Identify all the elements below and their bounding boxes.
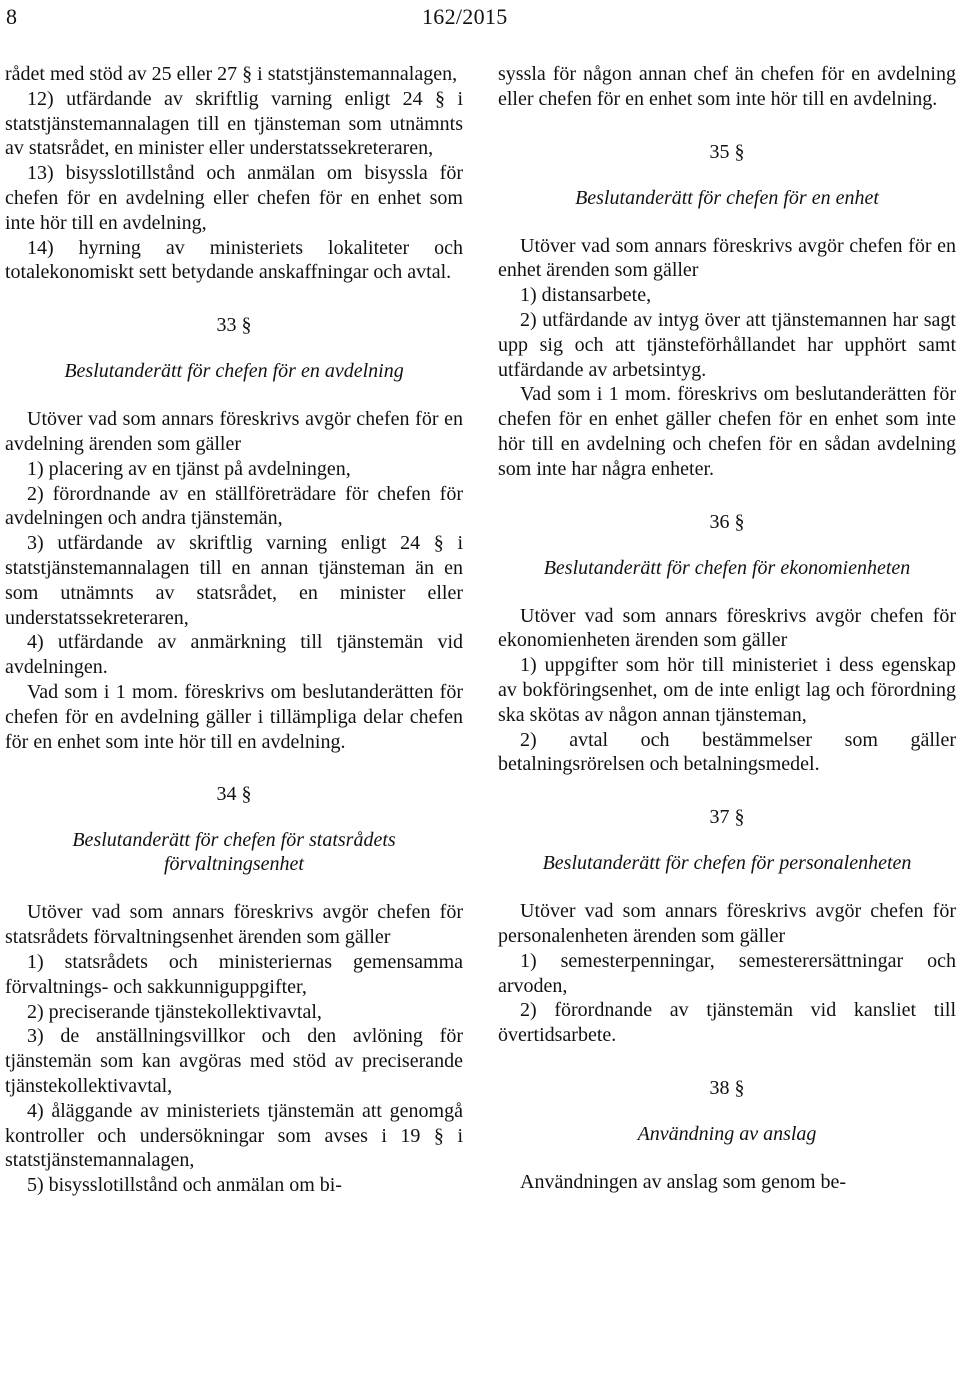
section-heading-34: Beslutanderätt för chefen för statsrådets förvaltningsenhet (72, 829, 396, 876)
body-paragraph: 1) placering av en tjänst på avdelningen, (27, 457, 351, 480)
section-heading-33: Beslutanderätt för chefen för en avdelning (64, 360, 404, 383)
body-paragraph: rådet med stöd av 25 eller 27 § i statstjänstemannalagen, (5, 63, 458, 85)
body-paragraph: 5) bisysslotillstånd och anmälan om bi- (27, 1174, 342, 1197)
body-paragraph: Utöver vad som annars föreskrivs avgör chefen för en enhet ärenden som gäller (498, 234, 956, 282)
body-paragraph: 14) hyrning av ministeriets lokaliteter och totalekonomiskt sett betydande anskaffningar och avtal. (5, 236, 463, 284)
section-number-34: 34 § (216, 783, 252, 806)
section-number-37: 37 § (709, 806, 745, 829)
body-paragraph: Vad som i 1 mom. föreskrivs om beslutanderätten för chefen för en avdelning gäller i tillämpliga delar chefen för en enhet som inte hör till en avdelning. (5, 680, 463, 753)
page-header (0, 0, 960, 36)
body-paragraph: 3) utfärdande av skriftlig varning enligt 24 § i statstjänstemannalagen till en annan tjänsteman än en som utnämnts av statsrådet, en minister eller understatssekreteraren, (5, 532, 463, 629)
section-heading-37: Beslutanderätt för chefen för personalenheten (542, 852, 912, 875)
body-paragraph: 2) preciserande tjänstekollektivavtal, (27, 1000, 322, 1023)
body-paragraph: 1) semesterpenningar, semesterersättningar och arvoden, (498, 949, 956, 997)
body-paragraph: Vad som i 1 mom. föreskrivs om beslutanderätten för chefen för en enhet gäller chefen för en enhet som inte hör till en avdelning och chefen för en sådan avdelning som inte har några enheter. (498, 383, 956, 480)
body-paragraph: 12) utfärdande av skriftlig varning enligt 24 § i statstjänstemannalagen till en tjänsteman som utnämnts av statsrådet, en minister eller understatssekreteraren, (5, 87, 463, 160)
section-number-38: 38 § (709, 1076, 745, 1099)
body-paragraph: 1) distansarbete, (520, 284, 652, 307)
body-paragraph: 1) statsrådets och ministeriernas gemensamma förvaltnings- och sakkunniguppgifter, (5, 950, 463, 998)
section-number-35: 35 § (709, 140, 745, 163)
body-paragraph: 1) uppgifter som hör till ministeriet i dess egenskap av bokföringsenhet, om de inte enligt lag och förordning ska skötas av någon annan tjänsteman, (498, 654, 956, 726)
page-number: 8 (6, 4, 17, 29)
body-paragraph: Utöver vad som annars föreskrivs avgör chefen för en avdelning ärenden som gäller (5, 408, 463, 455)
body-paragraph: 4) åläggande av ministeriets tjänstemän att genomgå kontroller och undersökningar som avses i 19 § i statstjänstemannalagen, (5, 1099, 463, 1172)
body-paragraph: Utöver vad som annars föreskrivs avgör chefen för statsrådets förvaltningsenhet ärenden som gäller (5, 901, 463, 949)
right-column (498, 62, 956, 1195)
body-paragraph: 2) förordnande av tjänstemän vid kansliet till övertidsarbete. (498, 999, 956, 1047)
body-paragraph: 2) avtal och bestämmelser som gäller betalningsrörelsen och betalningsmedel. (498, 728, 956, 776)
body-paragraph: Utöver vad som annars föreskrivs avgör chefen för personalenheten ärenden som gäller (498, 900, 956, 947)
body-paragraph: 2) förordnande av en ställföreträdare för chefen för avdelningen och andra tjänstemän, (5, 482, 463, 530)
body-paragraph: Användningen av anslag som genom be- (520, 1170, 847, 1193)
issue-number: 162/2015 (422, 4, 508, 29)
section-number-33: 33 § (216, 314, 252, 337)
section-heading-35: Beslutanderätt för chefen för en enhet (575, 186, 879, 209)
section-heading-36: Beslutanderätt för chefen för ekonomienheten (543, 556, 911, 579)
body-paragraph: syssla för någon annan chef än chefen för en avdelning eller chefen för en enhet som inte hör till en avdelning. (498, 63, 956, 110)
body-paragraph: 13) bisysslotillstånd och anmälan om bisyssla för chefen för en avdelning eller chefen för en enhet som inte hör till en avdelning, (5, 162, 463, 234)
body-paragraph: Utöver vad som annars föreskrivs avgör chefen för ekonomienheten ärenden som gäller (498, 604, 956, 652)
body-paragraph: 4) utfärdande av anmärkning till tjänstemän vid avdelningen. (5, 631, 463, 679)
body-paragraph: 2) utfärdande av intyg över att tjänstemannen har sagt upp sig och att tjänsteförhållandet har upphört samt utfärdande av arbetsintyg. (498, 308, 956, 381)
section-heading-38: Användning av anslag (637, 1122, 817, 1145)
body-paragraph: 3) de anställningsvillkor och den avlöning för tjänstemän som kan avgöras med stöd av preciserande tjänstekollektivavtal, (5, 1025, 463, 1097)
left-column (5, 62, 463, 1198)
section-number-36: 36 § (709, 510, 745, 533)
